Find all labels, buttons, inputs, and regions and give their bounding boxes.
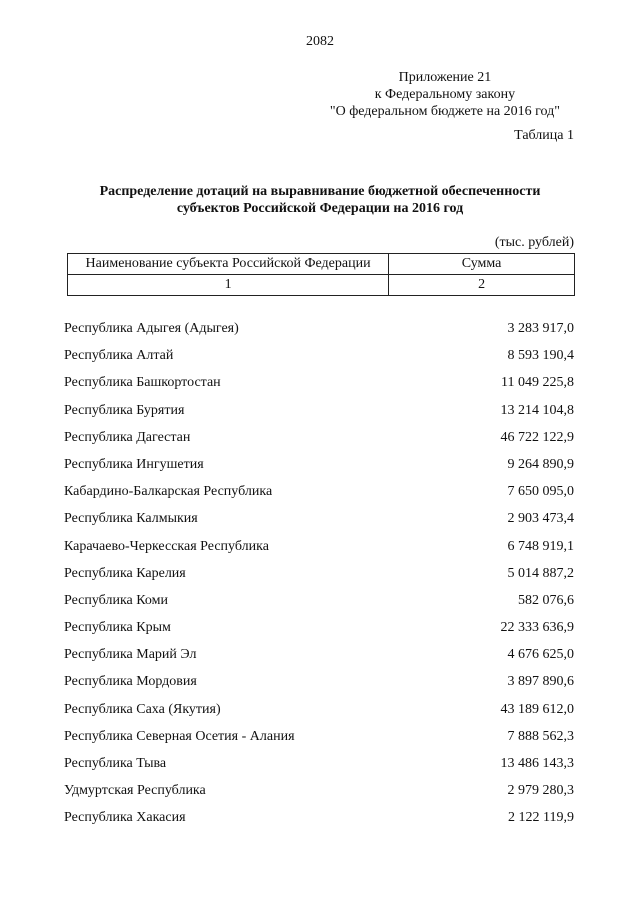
appendix-block bbox=[330, 69, 560, 120]
header-sum-column: Сумма bbox=[389, 254, 575, 275]
region-amount: 2 903 473,4 bbox=[507, 511, 574, 527]
region-amount: 22 333 636,9 bbox=[500, 620, 574, 636]
table-row bbox=[64, 373, 574, 400]
units-label: (тыс. рублей) bbox=[494, 235, 574, 250]
region-name: Республика Алтай bbox=[64, 348, 174, 364]
region-name: Республика Тыва bbox=[64, 756, 167, 771]
table-header bbox=[67, 253, 575, 296]
table-row bbox=[64, 672, 574, 699]
table-label: Таблица 1 bbox=[514, 128, 574, 143]
table-row bbox=[64, 455, 574, 482]
appendix-line-3: "О федеральном бюджете на 2016 год" bbox=[329, 104, 560, 119]
table-row bbox=[64, 564, 574, 591]
table-row bbox=[64, 781, 574, 808]
header-column-number-1: 1 bbox=[68, 275, 389, 296]
table-row bbox=[64, 645, 574, 672]
table-row bbox=[64, 618, 574, 645]
region-amount: 46 722 122,9 bbox=[500, 429, 574, 445]
table-row bbox=[64, 346, 574, 373]
region-name: Республика Марий Эл bbox=[64, 647, 197, 663]
region-amount: 4 676 625,0 bbox=[507, 647, 574, 663]
region-amount: 11 049 225,8 bbox=[501, 375, 574, 391]
header-name-column: Наименование субъекта Российской Федерации bbox=[68, 254, 389, 275]
table-row bbox=[64, 700, 574, 727]
table-row bbox=[64, 591, 574, 618]
table-row bbox=[64, 509, 574, 536]
table-row bbox=[64, 754, 574, 781]
table-row bbox=[64, 727, 574, 754]
region-amount: 8 593 190,4 bbox=[507, 348, 574, 364]
appendix-line-1: Приложение 21 bbox=[398, 70, 492, 85]
table-row bbox=[64, 808, 574, 835]
region-amount: 2 122 119,9 bbox=[508, 810, 574, 826]
region-name: Республика Ингушетия bbox=[64, 456, 204, 472]
document-title bbox=[0, 183, 640, 217]
region-name: Республика Дагестан bbox=[64, 429, 191, 445]
region-amount: 2 979 280,3 bbox=[507, 783, 574, 799]
region-name: Республика Северная Осетия - Алания bbox=[64, 728, 295, 744]
page-number: 2082 bbox=[306, 34, 334, 49]
region-amount: 3 897 890,6 bbox=[507, 674, 574, 690]
appendix-line-2: к Федеральному закону bbox=[374, 87, 516, 102]
table-row bbox=[64, 428, 574, 455]
region-amount: 6 748 919,1 bbox=[507, 538, 574, 554]
table-row bbox=[64, 482, 574, 509]
region-amount: 9 264 890,9 bbox=[507, 456, 574, 472]
header-column-number-2: 2 bbox=[389, 275, 575, 296]
region-amount: 3 283 917,0 bbox=[507, 321, 574, 336]
region-name: Республика Карелия bbox=[64, 565, 186, 581]
header-number-row bbox=[68, 275, 575, 296]
region-amount: 13 214 104,8 bbox=[500, 402, 574, 418]
table-body bbox=[64, 319, 574, 836]
region-amount: 43 189 612,0 bbox=[500, 701, 574, 717]
region-amount: 7 650 095,0 bbox=[507, 484, 574, 500]
region-name: Республика Мордовия bbox=[64, 674, 197, 690]
table-row bbox=[64, 401, 574, 428]
region-name: Республика Хакасия bbox=[64, 810, 186, 826]
region-amount: 582 076,6 bbox=[518, 592, 574, 608]
region-name: Республика Коми bbox=[64, 592, 168, 608]
region-name: Республика Крым bbox=[64, 620, 171, 636]
region-name: Республика Бурятия bbox=[64, 402, 185, 418]
header-row bbox=[68, 254, 575, 275]
region-name: Кабардино-Балкарская Республика bbox=[64, 484, 273, 500]
region-name: Карачаево-Черкесская Республика bbox=[64, 538, 269, 554]
region-amount: 5 014 887,2 bbox=[507, 565, 574, 581]
region-name: Республика Саха (Якутия) bbox=[64, 701, 221, 717]
table-row bbox=[64, 319, 574, 346]
document-title-line-1: Распределение дотаций на выравнивание бюджетной обеспеченности bbox=[99, 184, 541, 199]
table-row bbox=[64, 537, 574, 564]
region-name: Удмуртская Республика bbox=[64, 783, 206, 799]
document-title-line-2: субъектов Российской Федерации на 2016 год bbox=[176, 201, 464, 216]
region-name: Республика Калмыкия bbox=[64, 511, 198, 527]
region-amount: 13 486 143,3 bbox=[500, 756, 574, 771]
region-name: Республика Адыгея (Адыгея) bbox=[64, 321, 239, 336]
region-name: Республика Башкортостан bbox=[64, 375, 221, 391]
region-amount: 7 888 562,3 bbox=[507, 728, 574, 744]
